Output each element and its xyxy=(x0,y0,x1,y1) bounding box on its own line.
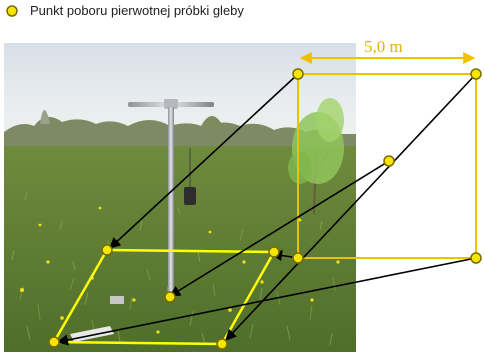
sampling-point-marker xyxy=(384,156,394,166)
legend-label: Punkt poboru pierwotnej próbki gleby xyxy=(30,3,244,18)
sampling-point-marker xyxy=(49,337,59,347)
sampling-point-marker xyxy=(269,247,279,257)
yellow-circle-icon xyxy=(7,6,17,16)
width-label: 5,0 m xyxy=(364,37,403,56)
sampling-point-marker xyxy=(471,253,481,263)
sampling-point-marker xyxy=(102,245,112,255)
field-photo xyxy=(4,43,356,352)
sampling-point-marker xyxy=(471,69,481,79)
sampling-point-marker xyxy=(165,292,175,302)
sampling-point-marker xyxy=(293,253,303,263)
sampling-point-marker xyxy=(293,69,303,79)
sampling-point-marker xyxy=(217,339,227,349)
